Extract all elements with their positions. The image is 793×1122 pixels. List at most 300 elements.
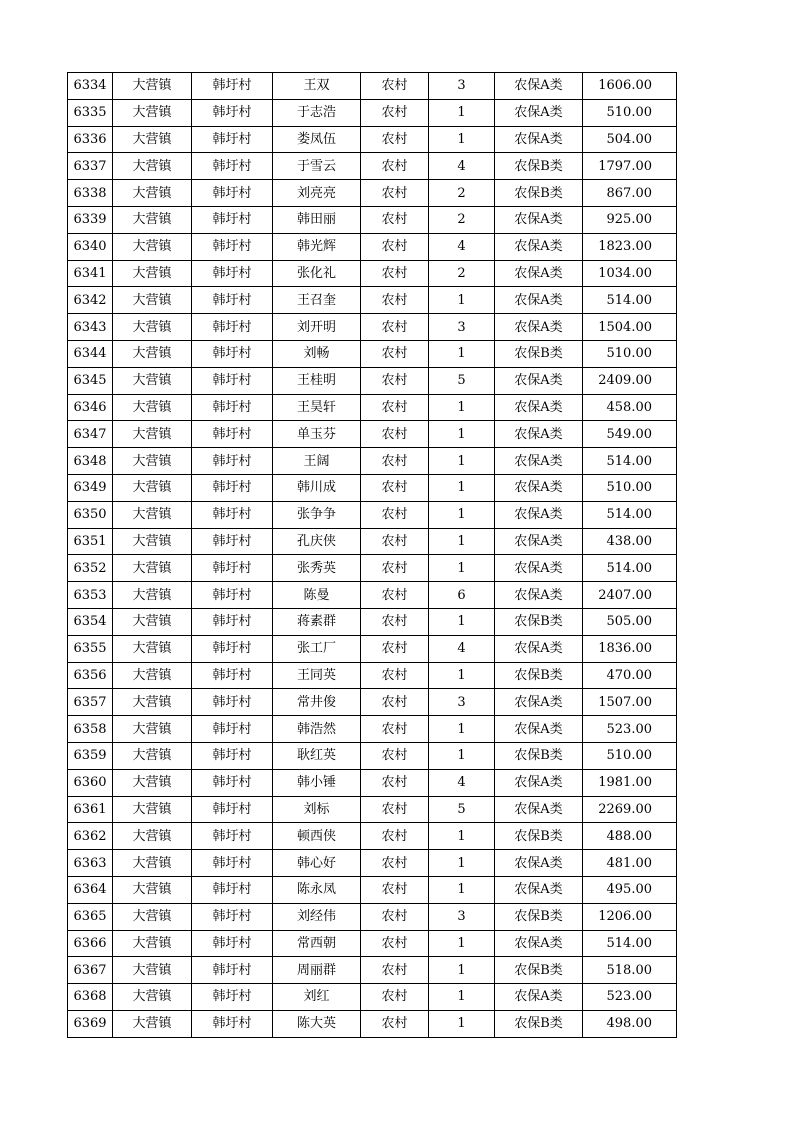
cell-household-size: 1 xyxy=(429,528,495,555)
cell-insurance-type: 农保A类 xyxy=(495,769,583,796)
cell-row-number: 6357 xyxy=(68,689,113,716)
cell-category: 农村 xyxy=(361,930,429,957)
table-row xyxy=(68,501,677,528)
cell-row-number: 6353 xyxy=(68,582,113,609)
cell-category: 农村 xyxy=(361,876,429,903)
cell-amount: 510.00 xyxy=(583,99,677,126)
cell-name: 王同英 xyxy=(273,662,361,689)
cell-insurance-type: 农保A类 xyxy=(495,314,583,341)
cell-town: 大营镇 xyxy=(113,233,192,260)
cell-category: 农村 xyxy=(361,73,429,100)
cell-town: 大营镇 xyxy=(113,555,192,582)
cell-household-size: 4 xyxy=(429,233,495,260)
cell-name: 张化礼 xyxy=(273,260,361,287)
cell-row-number: 6358 xyxy=(68,716,113,743)
table-row xyxy=(68,850,677,877)
cell-household-size: 1 xyxy=(429,823,495,850)
cell-row-number: 6345 xyxy=(68,367,113,394)
cell-category: 农村 xyxy=(361,314,429,341)
cell-name: 常井俊 xyxy=(273,689,361,716)
cell-name: 刘红 xyxy=(273,984,361,1011)
cell-household-size: 3 xyxy=(429,73,495,100)
cell-name: 刘经伟 xyxy=(273,903,361,930)
cell-amount: 518.00 xyxy=(583,957,677,984)
cell-village: 韩圩村 xyxy=(192,1010,273,1037)
table-row xyxy=(68,126,677,153)
cell-category: 农村 xyxy=(361,850,429,877)
cell-row-number: 6350 xyxy=(68,501,113,528)
cell-household-size: 1 xyxy=(429,850,495,877)
cell-household-size: 3 xyxy=(429,689,495,716)
cell-name: 韩田丽 xyxy=(273,206,361,233)
cell-insurance-type: 农保A类 xyxy=(495,287,583,314)
cell-row-number: 6366 xyxy=(68,930,113,957)
cell-town: 大营镇 xyxy=(113,394,192,421)
cell-insurance-type: 农保A类 xyxy=(495,126,583,153)
cell-village: 韩圩村 xyxy=(192,662,273,689)
cell-household-size: 1 xyxy=(429,287,495,314)
cell-name: 韩光辉 xyxy=(273,233,361,260)
cell-village: 韩圩村 xyxy=(192,796,273,823)
cell-household-size: 1 xyxy=(429,448,495,475)
cell-amount: 2407.00 xyxy=(583,582,677,609)
cell-row-number: 6335 xyxy=(68,99,113,126)
cell-household-size: 1 xyxy=(429,99,495,126)
cell-category: 农村 xyxy=(361,796,429,823)
cell-name: 王双 xyxy=(273,73,361,100)
table-row xyxy=(68,233,677,260)
table-row xyxy=(68,742,677,769)
cell-amount: 514.00 xyxy=(583,930,677,957)
table-row xyxy=(68,474,677,501)
cell-name: 常西朝 xyxy=(273,930,361,957)
cell-household-size: 1 xyxy=(429,421,495,448)
cell-village: 韩圩村 xyxy=(192,957,273,984)
cell-amount: 495.00 xyxy=(583,876,677,903)
cell-town: 大营镇 xyxy=(113,528,192,555)
cell-insurance-type: 农保A类 xyxy=(495,876,583,903)
cell-category: 农村 xyxy=(361,99,429,126)
cell-name: 单玉芬 xyxy=(273,421,361,448)
cell-household-size: 1 xyxy=(429,126,495,153)
cell-row-number: 6359 xyxy=(68,742,113,769)
cell-village: 韩圩村 xyxy=(192,448,273,475)
cell-village: 韩圩村 xyxy=(192,260,273,287)
cell-village: 韩圩村 xyxy=(192,474,273,501)
cell-name: 张工厂 xyxy=(273,635,361,662)
cell-name: 刘开明 xyxy=(273,314,361,341)
cell-household-size: 4 xyxy=(429,153,495,180)
table-row xyxy=(68,582,677,609)
cell-insurance-type: 农保A类 xyxy=(495,206,583,233)
cell-name: 蒋素群 xyxy=(273,608,361,635)
cell-town: 大营镇 xyxy=(113,850,192,877)
cell-amount: 867.00 xyxy=(583,180,677,207)
cell-village: 韩圩村 xyxy=(192,769,273,796)
cell-town: 大营镇 xyxy=(113,73,192,100)
cell-row-number: 6348 xyxy=(68,448,113,475)
cell-village: 韩圩村 xyxy=(192,716,273,743)
cell-town: 大营镇 xyxy=(113,662,192,689)
cell-name: 刘畅 xyxy=(273,340,361,367)
cell-insurance-type: 农保B类 xyxy=(495,180,583,207)
cell-insurance-type: 农保A类 xyxy=(495,394,583,421)
cell-household-size: 1 xyxy=(429,876,495,903)
cell-insurance-type: 农保B类 xyxy=(495,662,583,689)
cell-name: 王阔 xyxy=(273,448,361,475)
cell-village: 韩圩村 xyxy=(192,608,273,635)
cell-insurance-type: 农保A类 xyxy=(495,796,583,823)
cell-town: 大营镇 xyxy=(113,930,192,957)
cell-category: 农村 xyxy=(361,608,429,635)
table-row xyxy=(68,206,677,233)
table-row xyxy=(68,957,677,984)
table-row xyxy=(68,421,677,448)
cell-name: 陈大英 xyxy=(273,1010,361,1037)
cell-insurance-type: 农保A类 xyxy=(495,73,583,100)
cell-insurance-type: 农保A类 xyxy=(495,582,583,609)
cell-row-number: 6337 xyxy=(68,153,113,180)
cell-town: 大营镇 xyxy=(113,823,192,850)
cell-name: 耿红英 xyxy=(273,742,361,769)
cell-town: 大营镇 xyxy=(113,126,192,153)
cell-row-number: 6344 xyxy=(68,340,113,367)
cell-town: 大营镇 xyxy=(113,367,192,394)
cell-village: 韩圩村 xyxy=(192,153,273,180)
table-row xyxy=(68,769,677,796)
cell-insurance-type: 农保B类 xyxy=(495,742,583,769)
cell-category: 农村 xyxy=(361,180,429,207)
cell-row-number: 6364 xyxy=(68,876,113,903)
cell-category: 农村 xyxy=(361,957,429,984)
cell-category: 农村 xyxy=(361,528,429,555)
cell-row-number: 6342 xyxy=(68,287,113,314)
cell-household-size: 2 xyxy=(429,260,495,287)
cell-town: 大营镇 xyxy=(113,448,192,475)
cell-row-number: 6361 xyxy=(68,796,113,823)
cell-household-size: 3 xyxy=(429,314,495,341)
cell-insurance-type: 农保A类 xyxy=(495,474,583,501)
cell-name: 张争争 xyxy=(273,501,361,528)
cell-village: 韩圩村 xyxy=(192,421,273,448)
cell-row-number: 6339 xyxy=(68,206,113,233)
cell-row-number: 6355 xyxy=(68,635,113,662)
cell-name: 陈永凤 xyxy=(273,876,361,903)
table-row xyxy=(68,99,677,126)
cell-village: 韩圩村 xyxy=(192,367,273,394)
cell-village: 韩圩村 xyxy=(192,930,273,957)
cell-town: 大营镇 xyxy=(113,984,192,1011)
cell-amount: 510.00 xyxy=(583,742,677,769)
cell-amount: 925.00 xyxy=(583,206,677,233)
cell-village: 韩圩村 xyxy=(192,528,273,555)
cell-row-number: 6334 xyxy=(68,73,113,100)
cell-amount: 510.00 xyxy=(583,340,677,367)
cell-village: 韩圩村 xyxy=(192,689,273,716)
cell-household-size: 1 xyxy=(429,716,495,743)
cell-town: 大营镇 xyxy=(113,1010,192,1037)
cell-row-number: 6349 xyxy=(68,474,113,501)
cell-name: 刘标 xyxy=(273,796,361,823)
cell-amount: 470.00 xyxy=(583,662,677,689)
cell-amount: 504.00 xyxy=(583,126,677,153)
cell-row-number: 6338 xyxy=(68,180,113,207)
cell-amount: 549.00 xyxy=(583,421,677,448)
cell-household-size: 1 xyxy=(429,340,495,367)
cell-village: 韩圩村 xyxy=(192,984,273,1011)
cell-name: 王昊轩 xyxy=(273,394,361,421)
cell-household-size: 1 xyxy=(429,555,495,582)
cell-town: 大营镇 xyxy=(113,501,192,528)
cell-insurance-type: 农保A类 xyxy=(495,233,583,260)
table-row xyxy=(68,287,677,314)
cell-household-size: 4 xyxy=(429,769,495,796)
cell-category: 农村 xyxy=(361,635,429,662)
cell-household-size: 1 xyxy=(429,742,495,769)
cell-amount: 505.00 xyxy=(583,608,677,635)
cell-category: 农村 xyxy=(361,421,429,448)
table-row xyxy=(68,180,677,207)
cell-town: 大营镇 xyxy=(113,421,192,448)
cell-category: 农村 xyxy=(361,582,429,609)
table-row xyxy=(68,930,677,957)
cell-town: 大营镇 xyxy=(113,340,192,367)
cell-row-number: 6354 xyxy=(68,608,113,635)
cell-amount: 481.00 xyxy=(583,850,677,877)
cell-row-number: 6356 xyxy=(68,662,113,689)
cell-name: 刘亮亮 xyxy=(273,180,361,207)
cell-category: 农村 xyxy=(361,823,429,850)
cell-amount: 1981.00 xyxy=(583,769,677,796)
cell-insurance-type: 农保A类 xyxy=(495,528,583,555)
cell-category: 农村 xyxy=(361,689,429,716)
cell-village: 韩圩村 xyxy=(192,233,273,260)
cell-insurance-type: 农保A类 xyxy=(495,260,583,287)
cell-name: 韩心好 xyxy=(273,850,361,877)
table-row xyxy=(68,1010,677,1037)
cell-town: 大营镇 xyxy=(113,153,192,180)
cell-name: 周丽群 xyxy=(273,957,361,984)
cell-category: 农村 xyxy=(361,984,429,1011)
cell-name: 于雪云 xyxy=(273,153,361,180)
table-row xyxy=(68,153,677,180)
cell-category: 农村 xyxy=(361,287,429,314)
cell-name: 娄凤伍 xyxy=(273,126,361,153)
cell-category: 农村 xyxy=(361,1010,429,1037)
cell-category: 农村 xyxy=(361,340,429,367)
cell-row-number: 6347 xyxy=(68,421,113,448)
cell-village: 韩圩村 xyxy=(192,73,273,100)
cell-household-size: 1 xyxy=(429,662,495,689)
cell-household-size: 1 xyxy=(429,501,495,528)
cell-row-number: 6369 xyxy=(68,1010,113,1037)
cell-row-number: 6367 xyxy=(68,957,113,984)
cell-household-size: 1 xyxy=(429,984,495,1011)
table-row xyxy=(68,555,677,582)
cell-amount: 498.00 xyxy=(583,1010,677,1037)
cell-name: 韩川成 xyxy=(273,474,361,501)
cell-row-number: 6341 xyxy=(68,260,113,287)
cell-row-number: 6363 xyxy=(68,850,113,877)
cell-row-number: 6365 xyxy=(68,903,113,930)
cell-name: 王召奎 xyxy=(273,287,361,314)
table-row xyxy=(68,394,677,421)
cell-insurance-type: 农保A类 xyxy=(495,501,583,528)
cell-category: 农村 xyxy=(361,555,429,582)
cell-category: 农村 xyxy=(361,501,429,528)
cell-amount: 2409.00 xyxy=(583,367,677,394)
cell-insurance-type: 农保A类 xyxy=(495,421,583,448)
cell-name: 于志浩 xyxy=(273,99,361,126)
cell-village: 韩圩村 xyxy=(192,206,273,233)
table-row xyxy=(68,903,677,930)
cell-row-number: 6351 xyxy=(68,528,113,555)
cell-amount: 1797.00 xyxy=(583,153,677,180)
cell-name: 王桂明 xyxy=(273,367,361,394)
cell-insurance-type: 农保B类 xyxy=(495,153,583,180)
cell-insurance-type: 农保B类 xyxy=(495,957,583,984)
cell-name: 韩浩然 xyxy=(273,716,361,743)
cell-category: 农村 xyxy=(361,662,429,689)
cell-amount: 1823.00 xyxy=(583,233,677,260)
cell-household-size: 1 xyxy=(429,1010,495,1037)
allowance-table xyxy=(67,72,677,1038)
cell-row-number: 6343 xyxy=(68,314,113,341)
cell-amount: 2269.00 xyxy=(583,796,677,823)
cell-amount: 514.00 xyxy=(583,555,677,582)
cell-amount: 1836.00 xyxy=(583,635,677,662)
cell-town: 大营镇 xyxy=(113,957,192,984)
cell-household-size: 1 xyxy=(429,930,495,957)
table-body xyxy=(68,73,677,1038)
cell-row-number: 6352 xyxy=(68,555,113,582)
cell-insurance-type: 农保A类 xyxy=(495,689,583,716)
cell-amount: 438.00 xyxy=(583,528,677,555)
cell-amount: 1606.00 xyxy=(583,73,677,100)
cell-village: 韩圩村 xyxy=(192,903,273,930)
cell-household-size: 2 xyxy=(429,206,495,233)
cell-row-number: 6346 xyxy=(68,394,113,421)
cell-village: 韩圩村 xyxy=(192,394,273,421)
cell-household-size: 1 xyxy=(429,957,495,984)
cell-row-number: 6336 xyxy=(68,126,113,153)
table-row xyxy=(68,367,677,394)
table-row xyxy=(68,662,677,689)
cell-category: 农村 xyxy=(361,448,429,475)
cell-amount: 1504.00 xyxy=(583,314,677,341)
cell-town: 大营镇 xyxy=(113,769,192,796)
table-row xyxy=(68,796,677,823)
cell-household-size: 4 xyxy=(429,635,495,662)
cell-town: 大营镇 xyxy=(113,474,192,501)
table-row xyxy=(68,608,677,635)
cell-category: 农村 xyxy=(361,367,429,394)
cell-household-size: 5 xyxy=(429,367,495,394)
cell-category: 农村 xyxy=(361,716,429,743)
cell-amount: 514.00 xyxy=(583,501,677,528)
cell-insurance-type: 农保B类 xyxy=(495,903,583,930)
table-row xyxy=(68,716,677,743)
cell-insurance-type: 农保A类 xyxy=(495,367,583,394)
cell-row-number: 6340 xyxy=(68,233,113,260)
cell-row-number: 6368 xyxy=(68,984,113,1011)
table-row xyxy=(68,689,677,716)
cell-insurance-type: 农保A类 xyxy=(495,930,583,957)
cell-town: 大营镇 xyxy=(113,608,192,635)
cell-category: 农村 xyxy=(361,394,429,421)
cell-village: 韩圩村 xyxy=(192,287,273,314)
table-row xyxy=(68,340,677,367)
cell-amount: 510.00 xyxy=(583,474,677,501)
table-row xyxy=(68,73,677,100)
cell-household-size: 6 xyxy=(429,582,495,609)
cell-village: 韩圩村 xyxy=(192,501,273,528)
cell-town: 大营镇 xyxy=(113,716,192,743)
cell-household-size: 2 xyxy=(429,180,495,207)
cell-town: 大营镇 xyxy=(113,314,192,341)
cell-category: 农村 xyxy=(361,233,429,260)
cell-category: 农村 xyxy=(361,742,429,769)
table-row xyxy=(68,984,677,1011)
cell-row-number: 6362 xyxy=(68,823,113,850)
cell-town: 大营镇 xyxy=(113,742,192,769)
cell-category: 农村 xyxy=(361,474,429,501)
cell-insurance-type: 农保B类 xyxy=(495,608,583,635)
cell-category: 农村 xyxy=(361,260,429,287)
cell-town: 大营镇 xyxy=(113,260,192,287)
cell-village: 韩圩村 xyxy=(192,635,273,662)
cell-household-size: 5 xyxy=(429,796,495,823)
cell-amount: 514.00 xyxy=(583,287,677,314)
table-row xyxy=(68,448,677,475)
cell-village: 韩圩村 xyxy=(192,850,273,877)
cell-insurance-type: 农保B类 xyxy=(495,1010,583,1037)
cell-village: 韩圩村 xyxy=(192,340,273,367)
table-row xyxy=(68,260,677,287)
cell-name: 顿西侠 xyxy=(273,823,361,850)
cell-insurance-type: 农保A类 xyxy=(495,635,583,662)
cell-amount: 523.00 xyxy=(583,716,677,743)
cell-category: 农村 xyxy=(361,903,429,930)
cell-category: 农村 xyxy=(361,206,429,233)
cell-town: 大营镇 xyxy=(113,206,192,233)
cell-village: 韩圩村 xyxy=(192,314,273,341)
cell-village: 韩圩村 xyxy=(192,180,273,207)
cell-insurance-type: 农保A类 xyxy=(495,984,583,1011)
cell-town: 大营镇 xyxy=(113,635,192,662)
cell-town: 大营镇 xyxy=(113,180,192,207)
cell-insurance-type: 农保A类 xyxy=(495,555,583,582)
cell-category: 农村 xyxy=(361,126,429,153)
cell-insurance-type: 农保A类 xyxy=(495,850,583,877)
cell-insurance-type: 农保B类 xyxy=(495,340,583,367)
cell-amount: 488.00 xyxy=(583,823,677,850)
cell-town: 大营镇 xyxy=(113,287,192,314)
cell-amount: 1507.00 xyxy=(583,689,677,716)
cell-town: 大营镇 xyxy=(113,903,192,930)
cell-village: 韩圩村 xyxy=(192,555,273,582)
cell-name: 韩小锤 xyxy=(273,769,361,796)
table-row xyxy=(68,314,677,341)
cell-category: 农村 xyxy=(361,769,429,796)
cell-household-size: 1 xyxy=(429,394,495,421)
cell-amount: 1206.00 xyxy=(583,903,677,930)
cell-amount: 458.00 xyxy=(583,394,677,421)
cell-village: 韩圩村 xyxy=(192,99,273,126)
cell-village: 韩圩村 xyxy=(192,876,273,903)
cell-village: 韩圩村 xyxy=(192,582,273,609)
cell-amount: 1034.00 xyxy=(583,260,677,287)
